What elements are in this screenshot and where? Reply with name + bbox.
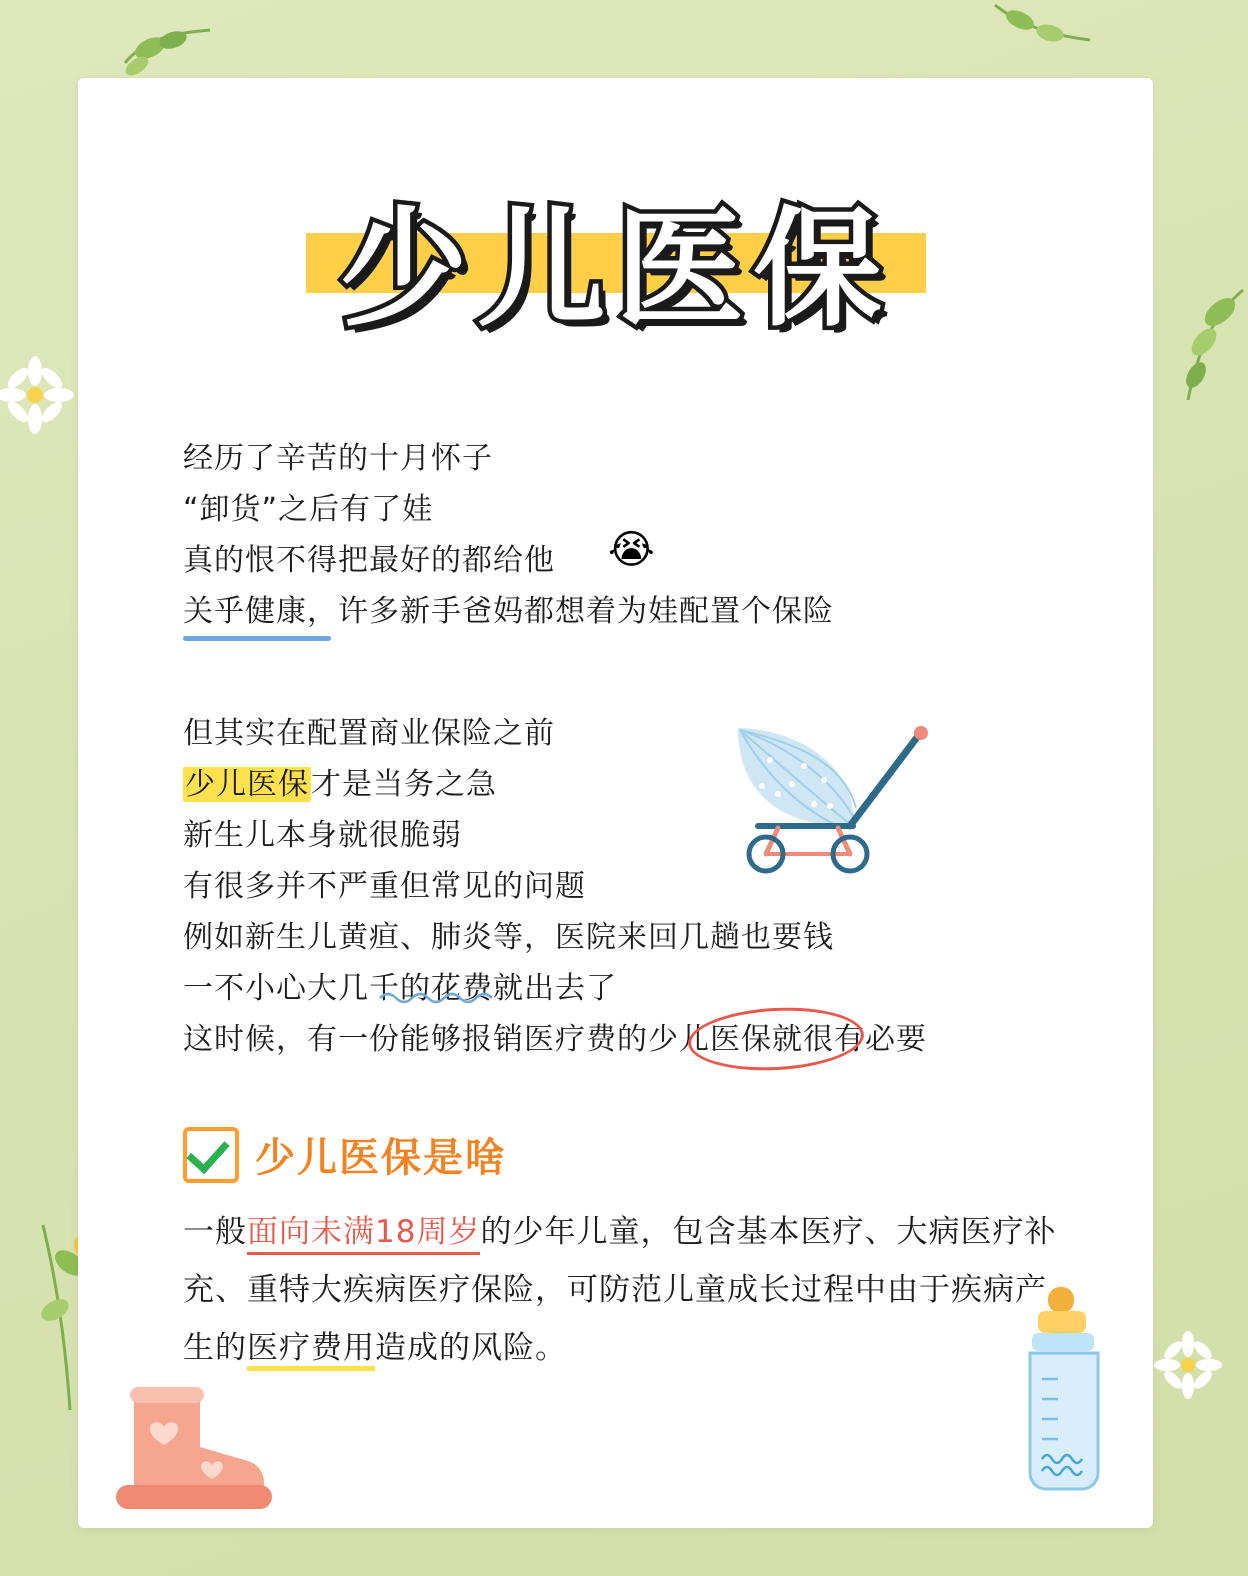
squiggle-underline (378, 990, 508, 1004)
crying-face-emoji: 😭 (608, 528, 655, 572)
intro-line-2: “卸货”之后有了娃 (183, 492, 434, 527)
page-title (78, 196, 1153, 343)
leaf-decoration (975, 0, 1105, 70)
body-line-7-circled: 少儿医保 (648, 1022, 772, 1057)
paragraph-part-3: 疗补充、重特大疾病医疗保险，可防范儿童成长过程中由 (183, 1214, 1057, 1308)
baby-bootie-illustration (108, 1373, 273, 1518)
paragraph-part-1: 一般 (183, 1214, 247, 1250)
content-card (78, 78, 1153, 1528)
section-paragraph (183, 1203, 1063, 1377)
blue-underline (183, 636, 331, 641)
body-line-3: 新生儿本身就很脆弱 (183, 818, 462, 853)
highlight-shaoer-yibao: 少儿医保 (185, 767, 309, 802)
paragraph-part-2: 的少年儿童，包含基本医疗、大病医 (480, 1214, 993, 1250)
daisy-flower-decoration (0, 355, 75, 435)
intro-line-1: 经历了辛苦的十月怀子 (183, 441, 493, 476)
intro-line-4: 关乎健康，许多新手爸妈都想着为娃配置个保险 (183, 594, 834, 629)
body-line-2-suffix: 才是当务之急 (311, 767, 497, 802)
body-line-7-prefix: 这时候，有一份能够报销医疗费的 (183, 1022, 648, 1057)
paragraph-part-4-suffix: 造成的风险。 (375, 1330, 567, 1366)
body-line-7-suffix: 就很有必要 (772, 1022, 927, 1057)
checkbox-checked-icon (183, 1127, 239, 1183)
body-paragraph (183, 708, 1083, 1065)
paragraph-marked-text: 医疗费用 (247, 1330, 375, 1371)
intro-line-3: 真的恨不得把最好的都给他 (183, 543, 555, 578)
paragraph-red-emphasis: 面向未满18周岁 (247, 1214, 480, 1255)
section-heading (183, 1126, 507, 1183)
daisy-flower-decoration (1153, 1330, 1223, 1400)
body-line-7 (183, 1014, 1083, 1065)
section-heading-text: 少儿医保是啥 (255, 1135, 507, 1181)
paragraph-part-4-prefix: 于疾病产生的 (183, 1272, 1047, 1366)
leaf-decoration (1158, 280, 1248, 410)
body-line-2 (183, 759, 1083, 810)
body-line-1: 但其实在配置商业保险之前 (183, 716, 555, 751)
baby-bottle-illustration (1008, 1283, 1123, 1508)
baby-stroller-illustration (718, 708, 948, 878)
body-line-6: 一不小心大几千的花费就出去了 (183, 971, 617, 1006)
body-line-4: 有很多并不严重但常见的问题 (183, 869, 586, 904)
page-title-text: 少儿医保 (339, 195, 892, 344)
body-line-5: 例如新生儿黄疸、肺炎等，医院来回几趟也要钱 (183, 920, 834, 955)
